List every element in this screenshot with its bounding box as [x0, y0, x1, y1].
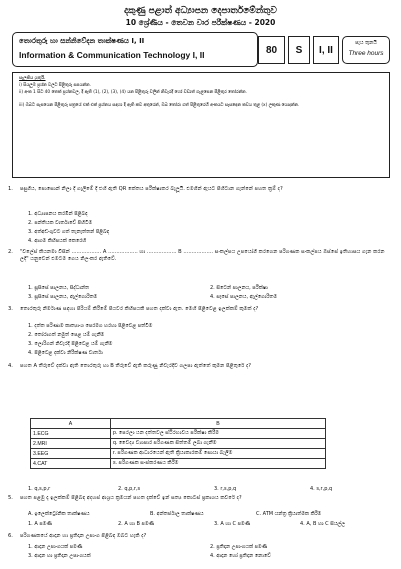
statement: A. ඉලෙක්ට්‍රෝනික තාක්ෂණය [28, 511, 90, 517]
option: 4. ආදාන හෝ ප්‍රතිදාන නොවේ [210, 553, 271, 559]
duration-english: Three hours [348, 50, 384, 57]
subject-title-english: Information & Communication Technology I, II [19, 50, 205, 60]
option: 1. q,s,p,r [28, 486, 51, 492]
column-header-a: A [31, 419, 111, 429]
option: 2. ප්‍රතිදාන උපාංගයක් පමණි [210, 544, 268, 550]
option: 3. ලොරිගන් නිවැරදි පිළිවෙළ යම් ගැනීම [28, 341, 113, 347]
table-cell: 1.ECG [31, 429, 111, 439]
option: 2. පන්තියක වාර්තාවේ පිහිටීම [28, 220, 93, 226]
option: 4. පිළිවෙළ දක්වා නිරීක්ෂණ වාර්තා [28, 350, 103, 356]
question-number: 5. [8, 495, 13, 501]
option: 3. r,s,p,q [214, 486, 237, 492]
column-header-b: B [111, 419, 326, 429]
medium-code: S [288, 36, 310, 64]
table-cell: 2.MRI [31, 439, 111, 449]
question-text: පරිගණකයේ ආදාන හා ප්‍රතිදාන උපාංග පිළිබඳ ඔබට හැකි ද? [20, 533, 147, 539]
statement: C. ATM යන්ත්‍ර ක්‍රියාත්මක කිරීම [256, 511, 322, 517]
subject-title-box [12, 32, 258, 67]
question-number: 4. [8, 363, 13, 369]
table-cell: p. පෙරලා යන දත්තවල ස්ථිරභාවය පරීක්ෂා කිරීම [111, 429, 326, 439]
instruction-line: ii) අංක 1 සිට 40 තෙක් ප්‍රශ්නවල, දී ඇති (1), (2), (3), (4) යන පිළිතුරු වලින් නිවැරදි හෝ වඩාත් ගැළපෙන පිළිතුර තෝරන්න. [19, 90, 247, 95]
subject-title-sinhala: තොරතුරු හා සන්නිවේදන තාක්ෂණය I, II [19, 37, 145, 45]
option: 2. A හා B පමණි [118, 521, 155, 527]
option: 4. s,r,p,q [310, 486, 333, 492]
instructions-heading: සැලකිය යුතුයි. [19, 76, 46, 81]
question-text: පසුගිය, පොසොන් නිලා දී ගැලීමේ දී එහි ඇති QR කේතය පරීක්ෂාකර බැලූයි. එමගින් ඇයට පිහිටාන ගැන්නේ පහත ක්‍රම් ද? [20, 186, 283, 192]
option: 1. A පමණි [28, 521, 52, 527]
duration-sinhala: පැය තුනයි [355, 40, 377, 46]
option: 3. ආදාන හා ප්‍රතිදාන උපාංගයක් [28, 553, 91, 559]
statement: B. අන්තර්ජාල තාක්ෂණය [150, 511, 204, 517]
option: 2. q,p,r,s [118, 486, 141, 492]
option: 1. ආදාන උපාංගයක් පමණි [28, 544, 83, 550]
option: 3. අත්අඩංගුවට ගත් තැනැත්තන් පිළිබඳ [28, 229, 110, 235]
option: 3. සූසිසේ පාලනය, ඇල්ගොරිතම [28, 294, 98, 300]
option: 1. දත්ත පරිණාම කෘත්‍යාංශ පෙරමග හරහා පිළිවෙළ පත්වීම [28, 323, 153, 329]
table-cell: s. පරිගණක සංස්කරණය කිරීම [111, 459, 326, 469]
option: 4. A, B හා C සියල්ල [300, 521, 346, 527]
table-header-row [31, 419, 326, 429]
department-title: දකුණු පළාත් අධ්‍යාපන දෙපාර්තමේන්තුව [124, 6, 277, 16]
option: 1. අධ්‍යාපනය කරමින් පිළිබඳ [28, 211, 88, 217]
question-text: පහත පළමු දැ ඉලක්කම් පිළිබඳ අදහස් ආශ්‍රය ක්‍රමයන් පහත දැක්වේ ඉන් සත්‍ය කොටස් ප්‍රකාශය කවරේ ද? [20, 495, 242, 501]
subject-code: 80 [258, 36, 285, 64]
instruction-line: iii) ඔබට සැපයෙන පිළිතුරු පත්‍රයේ එක් එක් ප්‍රශ්නය සඳහා දී ඇති කව අතුරෙන්, ඔබ තෝරා ගත් පිළිතුරෙහි අංකයට සැසඳෙන කවය තුළ (x) ලකුණ යොදන්න. [19, 103, 300, 108]
option: 2. සිටෙන් පාලනය, පරීක්ෂා [210, 285, 268, 291]
table-cell: q. වෛද්‍ය ව්‍යාපාර පරිගණක සිත්තම් ලබා ගැනීම [111, 439, 326, 449]
option: 1. සූසිසේ පාලනය, සිද්ධාන්ත [28, 285, 90, 291]
table-row [31, 439, 326, 449]
table-row [31, 449, 326, 459]
question-number: 6. [8, 533, 13, 539]
question-text: පහත A තීරුවේ දක්වා ඇති තොරතුරු හා B තීරුවේ ඇති කරුණු නිවැරදිව ගලපා ඇත්තේ කුමන පිළිතුරේ ද? [20, 363, 252, 369]
table-row [31, 459, 326, 469]
question-text: "වලේස් කියනමා විසින් .................. A .................. හා .................. B .................. සංකල්පය උපයෝගී කරගෙන පරිගණක සංකල්පය ඔස්සේ ඉතිහාසය ගැන කරන ලදී" යනුවෙන් එමටම ගෙය නිලංකර ඇතිවේ. [20, 249, 385, 262]
option: 2. තෝරාගත් නමුත් පෙළ යම් ගැනීම [28, 332, 105, 338]
matching-table [30, 418, 326, 469]
table-cell: 3.EEG [31, 449, 111, 459]
question-text: තොරතුරු නිර්මාණ සඳහා පිරියම් කිරීමේ පියවර කිහිපයකි පහත දක්වා ඇත. මෙහි පිළිවෙළ ඉලක්කම් කුමක් ද? [20, 306, 259, 312]
question-number: 2. [8, 249, 13, 255]
option: 3. A හා C පමණි [214, 521, 251, 527]
option: 4. සෑසේ පාලනය, ඇල්ගොරිතම [210, 294, 278, 300]
paper-code: I, II [313, 36, 339, 64]
duration-box [342, 36, 390, 64]
instruction-line: i) සියලුම ප්‍රශ්න වලට පිළිතුරු සපයන්න. [19, 83, 91, 88]
table-cell: r. පරිගණක ආධාරයෙන් ඇති ක්‍රියාකාරකම් සොයා බැලීම [111, 449, 326, 459]
question-number: 3. [8, 306, 13, 312]
question-number: 1. [8, 186, 13, 192]
option: 4. ආගම කිහිපයක් කෙරෙහි [28, 238, 87, 244]
exam-title: 10 ශ්‍රේණිය - තෙවන වාර පරීක්ෂණය - 2020 [125, 18, 276, 27]
table-row [31, 429, 326, 439]
instructions-box [12, 72, 390, 178]
table-cell: 4.CAT [31, 459, 111, 469]
